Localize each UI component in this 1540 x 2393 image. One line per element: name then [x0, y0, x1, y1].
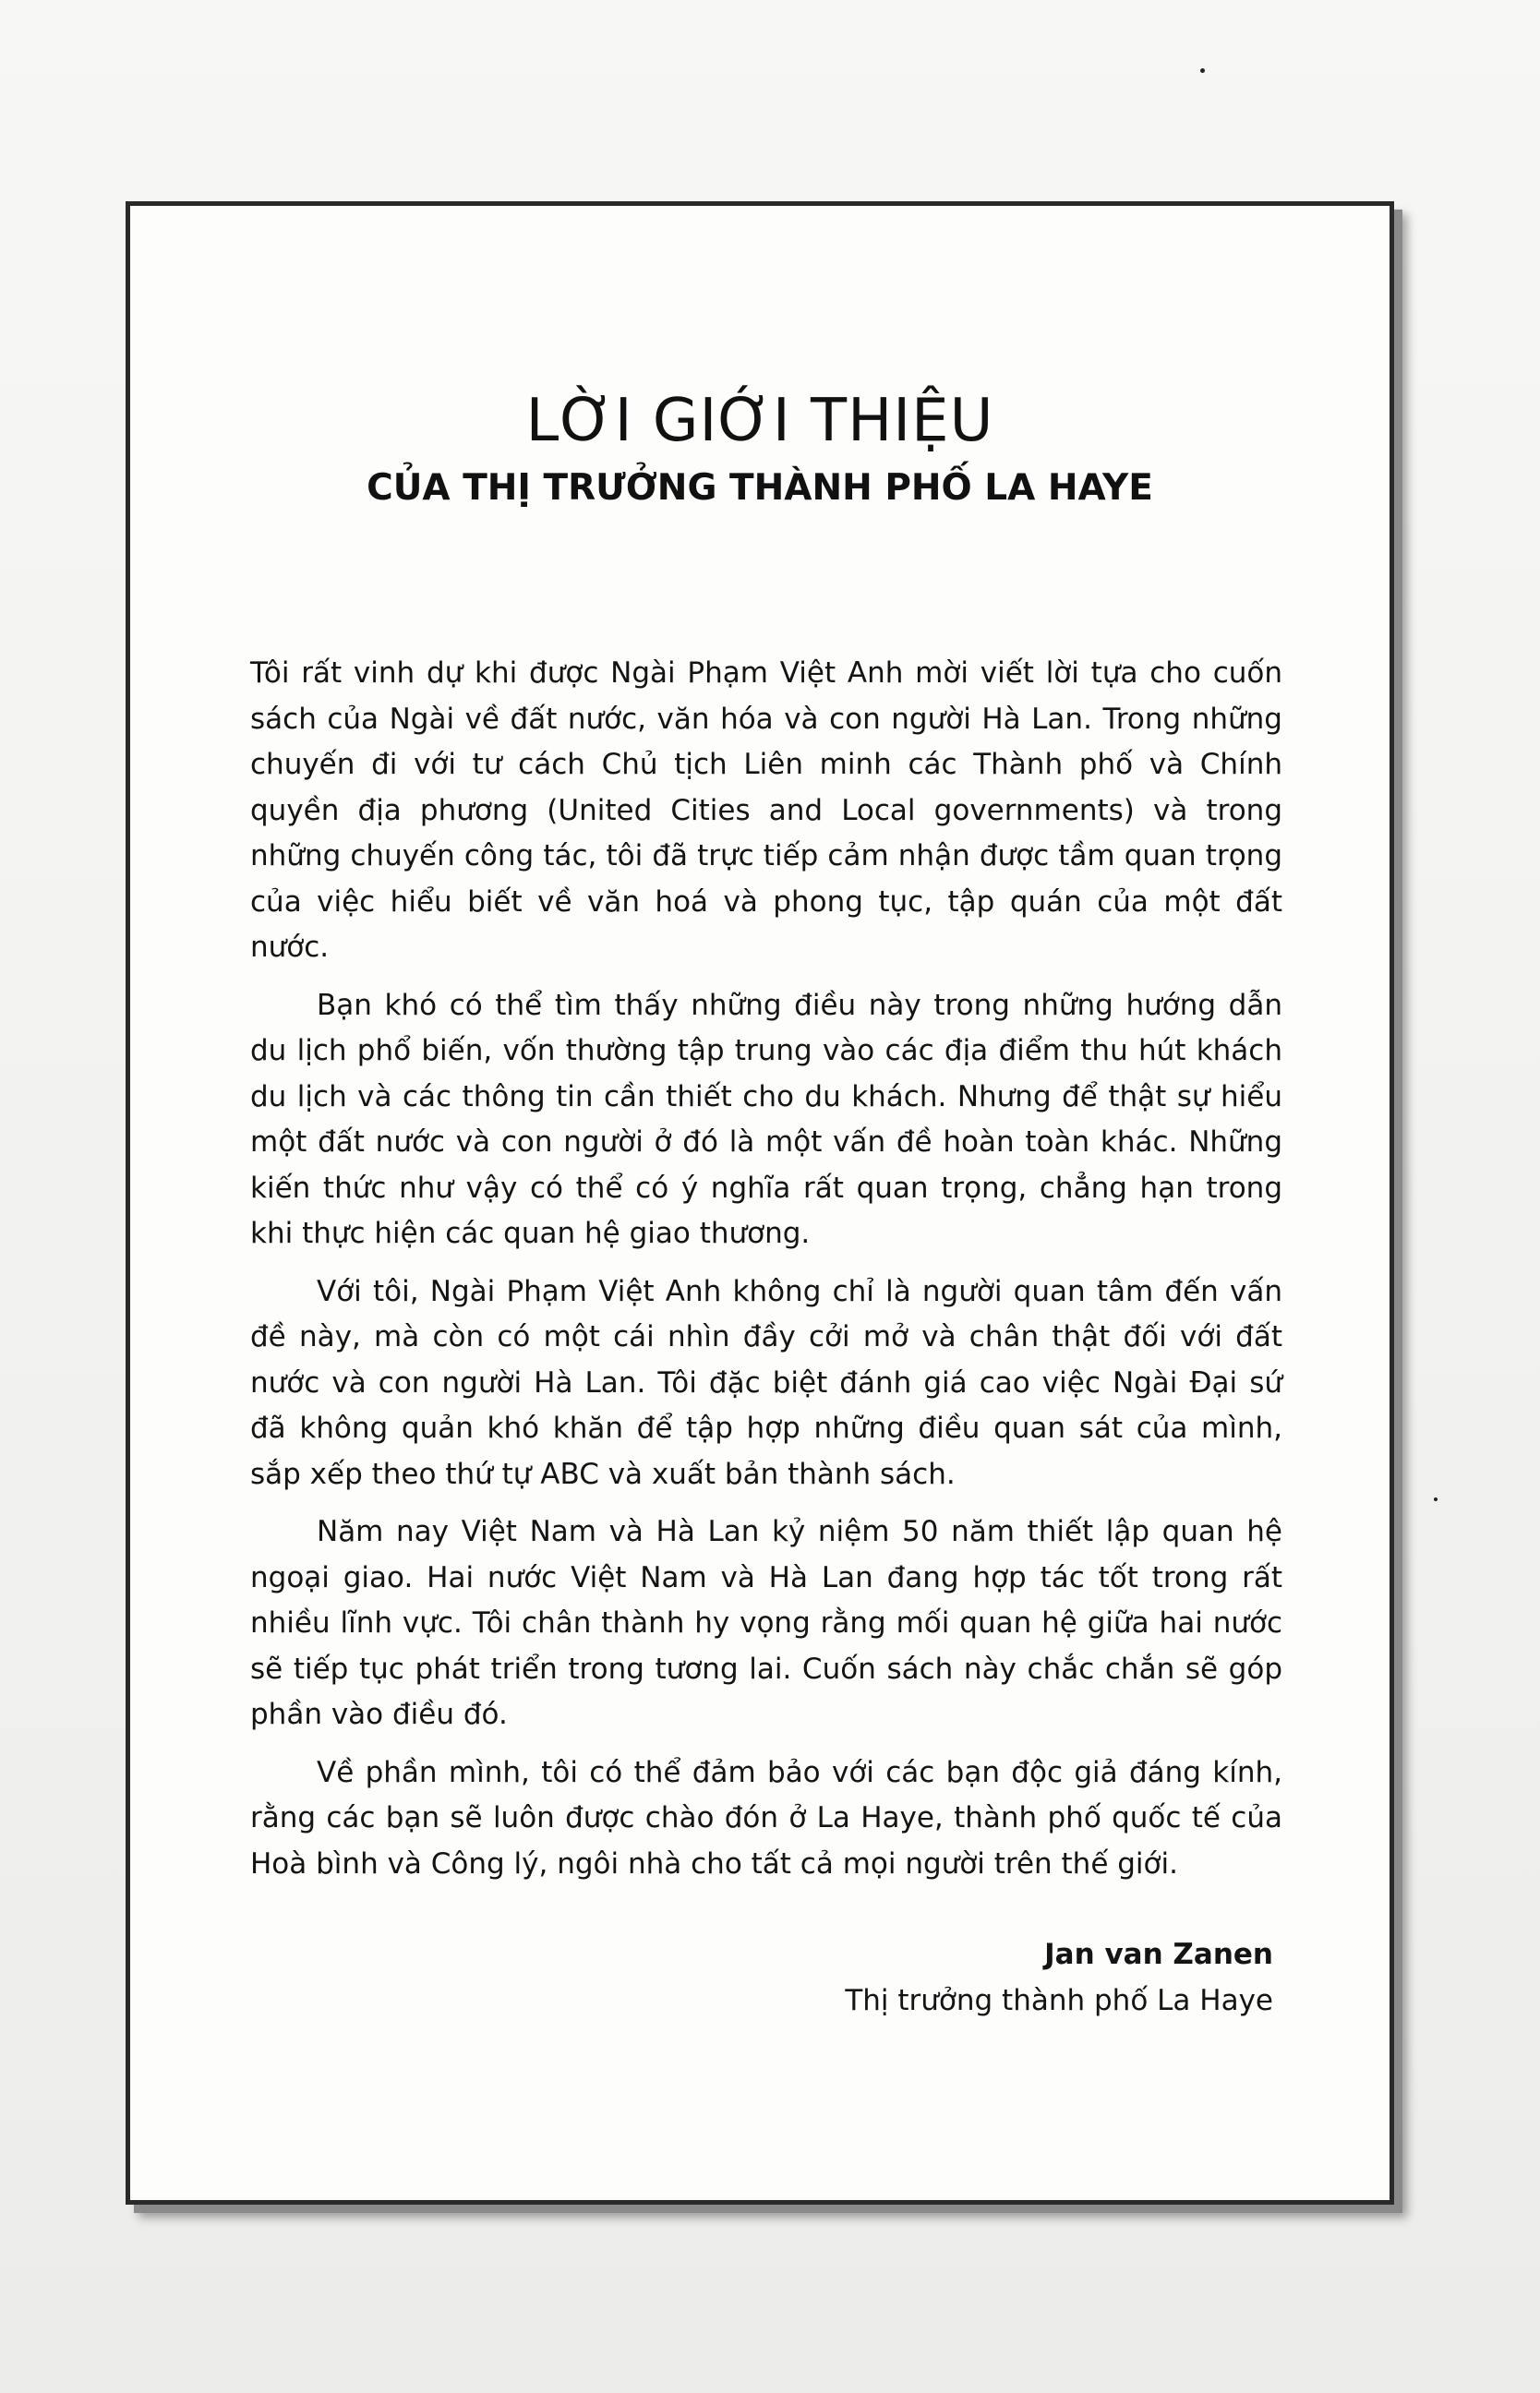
page-frame — [126, 201, 1394, 2205]
paragraph-3: Với tôi, Ngài Phạm Việt Anh không chỉ là người quan tâm đến vấn đề này, mà còn có một cái nhìn đầy cởi mở và chân thật đối với đất nước và con người Hà Lan. Tôi đặc biệt đánh giá cao việc Ngài Đại sứ đã không quản khó khăn để tập hợp những điều quan sát của mình, sắp xếp theo thứ tự ABC và xuất bản thành sách. — [250, 1274, 1282, 1491]
signature-block — [845, 1931, 1273, 2024]
body-text — [250, 651, 1282, 1899]
dust-speck — [1200, 68, 1205, 73]
page-title: LỜI GIỚI THIỆU — [525, 387, 994, 455]
dust-speck — [1434, 1497, 1438, 1501]
page-subtitle: CỦA THỊ TRƯỞNG THÀNH PHỐ LA HAYE — [367, 467, 1153, 509]
paragraph-5: Về phần mình, tôi có thể đảm bảo với các bạn độc giả đáng kính, rằng các bạn sẽ luôn được chào đón ở La Haye, thành phố quốc tế của Hoà bình và Công lý, ngôi nhà cho tất cả mọi người trên thế giới. — [250, 1755, 1282, 1881]
paragraph-2: Bạn khó có thể tìm thấy những điều này trong những hướng dẫn du lịch phổ biến, vốn thường tập trung vào các địa điểm thu hút khách du lịch và các thông tin cần thiết cho du khách. Nhưng để thật sự hiểu một đất nước và con người ở đó là một vấn đề hoàn toàn khác. Những kiến thức như vậy có thể có ý nghĩa rất quan trọng, chẳng hạn trong khi thực hiện các quan hệ giao thương. — [250, 988, 1282, 1250]
paragraph-4: Năm nay Việt Nam và Hà Lan kỷ niệm 50 năm thiết lập quan hệ ngoại giao. Hai nước Việt Nam và Hà Lan đang hợp tác tốt trong rất nhiều lĩnh vực. Tôi chân thành hy vọng rằng mối quan hệ giữa hai nước sẽ tiếp tục phát triển trong tương lai. Cuốn sách này chắc chắn sẽ góp phần vào điều đó. — [250, 1515, 1282, 1731]
signature-role: Thị trưởng thành phố La Haye — [845, 1984, 1273, 2017]
signature-name: Jan van Zanen — [1044, 1938, 1273, 1971]
paragraph-1: Tôi rất vinh dự khi được Ngài Phạm Việt Anh mời viết lời tựa cho cuốn sách của Ngài về đất nước, văn hóa và con người Hà Lan. Trong những chuyến đi với tư cách Chủ tịch Liên minh các Thành phố và Chính quyền địa phương (United Cities and Local governments) và trong những chuyến công tác, tôi đã trực tiếp cảm nhận được tầm quan trọng của việc hiểu biết về văn hoá và phong tục, tập quán của một đất nước. — [250, 656, 1282, 964]
